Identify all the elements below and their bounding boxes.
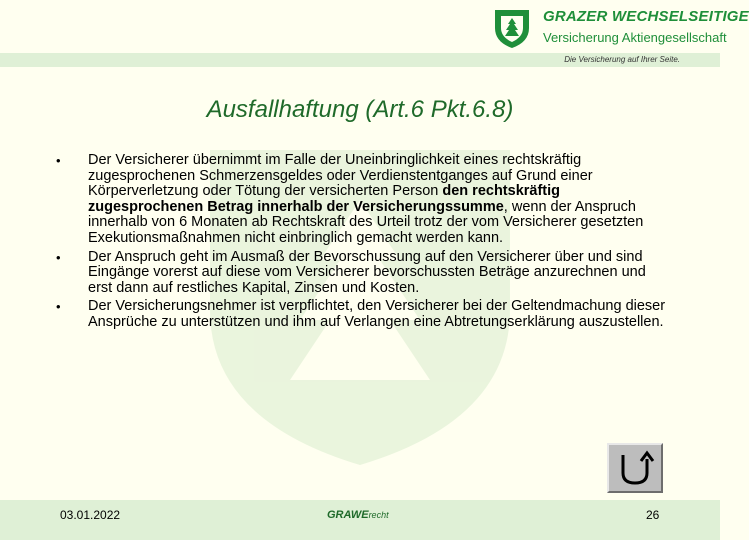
crest-icon xyxy=(487,6,537,50)
brand-title: GRAZER WECHSELSEITIGE xyxy=(543,8,749,25)
tagline: Die Versicherung auf Ihrer Seite. xyxy=(564,55,680,64)
bullet-text: Der Versicherungsnehmer ist verpflichtet, den Versicherer bei der Geltendmachung dieser Ansprüche zu unterstützen und ihm auf Verlangen eine Abtretungserklärung auszustellen. xyxy=(88,298,666,330)
bullet-item xyxy=(56,153,666,247)
bullet-point: • xyxy=(56,299,61,315)
brand-subtitle: Versicherung Aktiengesellschaft xyxy=(543,30,727,45)
footer-date: 03.01.2022 xyxy=(60,508,121,522)
bullet-list xyxy=(56,153,666,334)
bullet-bold-text: den rechtskräftig zugesprochenen Betrag innerhalb der Versicherungssumme xyxy=(88,183,561,215)
bullet-point: • xyxy=(56,249,61,265)
return-button[interactable] xyxy=(607,443,663,493)
company-logo xyxy=(487,6,749,50)
footer-brand-small: recht xyxy=(368,510,389,520)
bullet-text: Der Anspruch geht im Ausmaß der Bevorschussung auf den Versicherer über und sind Eingänge vorerst auf diese vom Versicherer bevorschussten Beträge anzurechnen und erst dann auf restliches Kapital, Zinsen und Kosten. xyxy=(88,248,646,296)
slide-title: Ausfallhaftung (Art.6 Pkt.6.8) xyxy=(206,96,514,123)
bullet-point: • xyxy=(56,153,61,168)
bullet-text-end: , wenn der Anspruch innerhalb von 6 Monaten ab Rechtskraft des Urteil trotz der vom Versicherer gesetzten Exekutionsmaßnahmen nicht einbringlich gemacht werden kann. xyxy=(88,198,644,246)
bullet-item xyxy=(56,250,666,297)
page-number: 26 xyxy=(646,508,660,522)
footer-brand xyxy=(327,509,389,521)
return-arrow-icon xyxy=(609,445,661,491)
bullet-text: Der Versicherer übernimmt im Falle der Uneinbringlichkeit eines rechtskräftig zugesprochenen Schmerzensgeldes oder Verdienstentganges auf Grund einer Körperverletzung oder Tötung der versicherten Person xyxy=(88,152,593,200)
footer-brand-main: GRAWE xyxy=(327,509,369,521)
bullet-item xyxy=(56,299,666,330)
